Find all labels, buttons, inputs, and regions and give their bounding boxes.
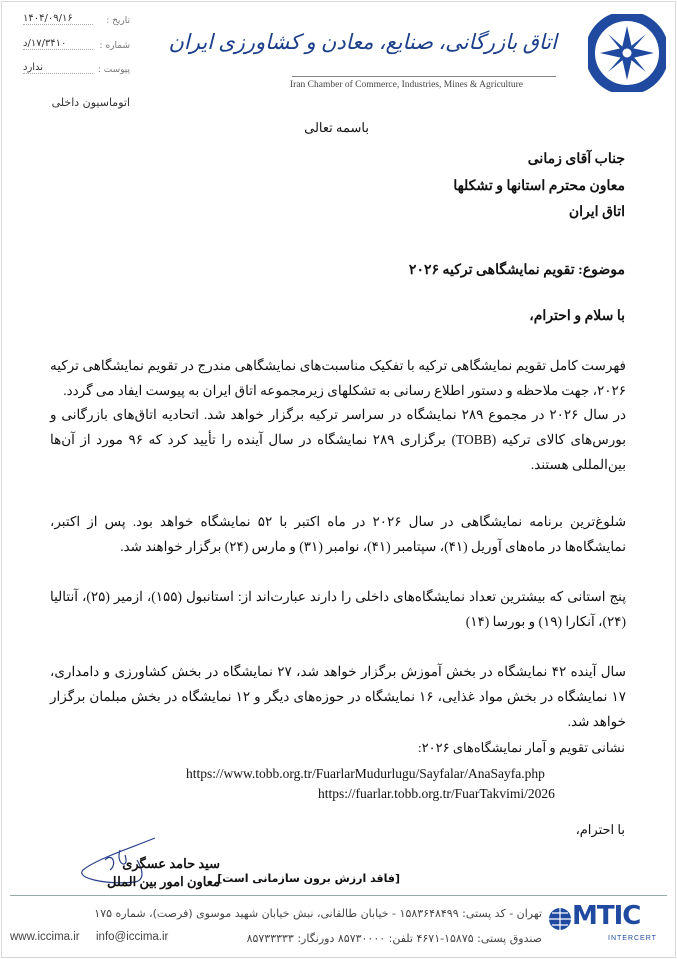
notice: [فاقد ارزش برون سازمانی است]: [217, 872, 400, 885]
paragraph-2: در سال ۲۰۲۶ در مجموع ۲۸۹ نمایشگاه در سراسر ترکیه برگزار خواهد شد. اتحادیه اتاق‌های بازرگانی و بورس‌های کالای ترکیه (TOBB) برگزاری ۲۸۹ نمایشگاه در سال آینده را تأیید کرد که ۹۶ مورد از آن‌ها بین‌المللی هستند.: [50, 407, 627, 472]
footer-email[interactable]: info@iccima.ir: [96, 931, 169, 943]
salutation: با سلام و احترام،: [529, 309, 625, 324]
footer-divider: [10, 895, 667, 896]
org-name-en: Iran Chamber of Commerce, Industries, Mines & Agriculture: [290, 80, 523, 90]
header-divider: [292, 76, 556, 77]
invocation: باسمه تعالی: [304, 120, 369, 135]
attachment-value: ندارد: [23, 62, 93, 74]
signatory-name: سید حامد عسگری: [122, 856, 220, 871]
recipient-name: جناب آقای زمانی: [527, 152, 625, 167]
date-field: تاریخ : ۱۴۰۴/۰۹/۱۶: [23, 13, 130, 26]
paragraph-1: فهرست کامل تقویم نمایشگاهی ترکیه با تفکیک مناسبت‌های نمایشگاهی مندرج در تقویم نمایشگاهی ترکیه ۲۰۲۶، جهت ملاحظه و دستور اطلاع رسانی به تشکلهای زیرمجموعه اتاق ایران به پیوست ایفاد می گردد.: [50, 358, 626, 398]
number-field: شماره : ۱۷/۳۴۱۰/د: [23, 38, 130, 51]
recipient-org: اتاق ایران: [568, 205, 625, 220]
footer-contact: صندوق پستی: ۱۵۸۷۵-۴۶۷۱ تلفن: ۸۵۷۳۰۰۰۰ دورنگار: ۸۵۷۳۳۳۳۳: [246, 932, 542, 945]
iccima-seal-logo-icon: [588, 14, 666, 92]
number-value: ۱۷/۳۴۱۰/د: [23, 38, 93, 50]
subject: موضوع: تقویم نمایشگاهی ترکیه ۲۰۲۶: [408, 263, 625, 278]
link-tobb-fuarlar[interactable]: https://www.tobb.org.tr/FuarlarMudurlugu/Sayfalar/AnaSayfa.php: [186, 766, 545, 781]
org-name-fa: اتاق بازرگانی، صنایع، معادن و کشاورزی ایران: [168, 30, 557, 54]
date-value: ۱۴۰۴/۰۹/۱۶: [23, 13, 93, 25]
footer-address: تهران - کد پستی: ۱۵۸۳۶۴۸۴۹۹ - خیابان طالقانی، نبش خیابان شهید موسوی (فرصت)، شماره ۱۷۵: [94, 907, 542, 920]
links-label: نشانی تقویم و آمار نمایشگاه‌های ۲۰۲۶:: [418, 740, 625, 755]
paragraph-5: سال آینده ۴۲ نمایشگاه در بخش آموزش برگزار خواهد شد، ۲۷ نمایشگاه در بخش کشاورزی و دامداری، ۱۷ نمایشگاه در بخش مواد غذایی، ۱۶ نمایشگاه در حوزه‌های دیگر و ۱۲ نمایشگاه در بخش مبلمان برگزار خواهد شد.: [50, 664, 626, 729]
link-fuar-takvimi[interactable]: https://fuarlar.tobb.org.tr/FuarTakvimi/2026: [318, 786, 555, 801]
paragraph-4: پنج استانی که بیشترین تعداد نمایشگاه‌های داخلی را دارند عبارت‌اند از: استانبول (۱۵۵)، ازمیر (۲۵)، آنتالیا (۲۴)، آنکارا (۱۹) و بورسا (۱۴): [50, 589, 626, 629]
closing: با احترام،: [575, 822, 625, 837]
recipient-title: معاون محترم استانها و تشکلها: [453, 179, 625, 194]
system-label: اتوماسیون داخلی: [51, 96, 130, 109]
footer-website[interactable]: www.iccima.ir: [10, 931, 80, 943]
signatory-title: معاون امور بین الملل: [106, 874, 220, 889]
mtic-cert-logo-icon: MTIC INTERCERT: [548, 905, 663, 953]
paragraph-3: شلوغ‌ترین برنامه نمایشگاهی در سال ۲۰۲۶ در ماه اکتبر با ۵۲ نمایشگاه خواهد بود. پس از اکتبر، نمایشگاه‌ها در ماه‌های آوریل (۴۱)، سپتامبر (۴۱)، نوامبر (۳۱) و مارس (۲۴) برگزار خواهند شد.: [50, 514, 627, 554]
attachment-field: پیوست : ندارد: [23, 62, 130, 75]
page-border: [1, 1, 676, 958]
